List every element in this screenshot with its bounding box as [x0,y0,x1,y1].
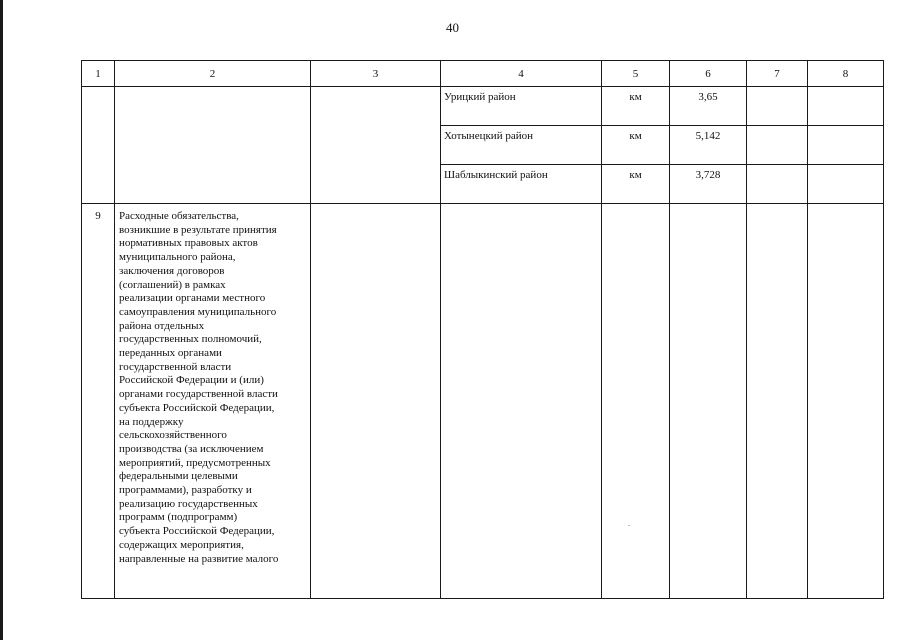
description-line: муниципального района, [119,251,236,264]
value-cell [670,87,747,126]
empty-cell [808,126,884,165]
empty-cell [670,204,747,599]
empty-cell [747,204,808,599]
column-header: 3 [311,61,441,87]
district-cell [441,165,602,204]
description-line: нормативных правовых актов [119,237,258,250]
row-number-cell [82,204,115,599]
district-name: Урицкий район [444,91,516,103]
scan-edge [0,0,3,640]
district-cell [441,126,602,165]
table-header-row [82,61,884,87]
description-line: государственных полномочий, [119,333,262,346]
empty-cell [747,165,808,204]
district-cell [441,87,602,126]
district-name: Хотынецкий район [444,130,533,142]
column-header: 4 [441,61,602,87]
unit-label: км [629,169,642,181]
value-label: 3,65 [698,91,718,103]
description-cell [115,87,311,204]
scan-speck [628,525,630,526]
description-line: Российской Федерации и (или) [119,374,264,387]
row-number: 9 [95,210,101,222]
description-cell [115,204,311,599]
empty-cell [808,204,884,599]
description-line: программами), разработку и [119,484,252,497]
value-label: 5,142 [695,130,721,142]
description-line: субъекта Российской Федерации, [119,525,275,538]
description-line: Расходные обязательства, [119,210,239,222]
description-line: субъекта Российской Федерации, [119,401,275,414]
obligations-table [81,60,884,599]
unit-label: км [629,91,642,103]
table-row [82,204,884,599]
unit-cell [602,87,670,126]
column-header: 7 [747,61,808,87]
page-number: 40 [446,20,459,35]
empty-cell [311,87,441,204]
empty-cell [747,87,808,126]
description-line: содержащих мероприятия, [119,538,244,551]
unit-label: км [629,130,642,142]
description-line: федеральными целевыми [119,470,238,483]
description-line: реализации органами местного [119,292,266,305]
description-line: государственной власти [119,360,232,373]
empty-cell [808,87,884,126]
column-header: 6 [670,61,747,87]
column-header: 8 [808,61,884,87]
description-line: органами государственной власти [119,388,278,401]
empty-cell [808,165,884,204]
unit-cell [602,165,670,204]
description-line: производства (за исключением [119,442,264,455]
description-line: заключения договоров [119,264,225,277]
obligation-description [115,204,310,566]
description-line: направленные на развитие малого [119,552,279,565]
empty-cell [602,204,670,599]
empty-cell [311,204,441,599]
description-line: мероприятий, предусмотренных [119,456,271,469]
empty-cell [747,126,808,165]
description-line: района отдельных [119,319,205,332]
value-cell [670,165,747,204]
unit-cell [602,126,670,165]
column-header: 1 [82,61,115,87]
row-number-cell [82,87,115,204]
district-name: Шаблыкинский район [444,169,548,181]
description-line: переданных органами [119,347,222,360]
description-line: реализацию государственных [119,497,258,510]
value-cell [670,126,747,165]
table-row [82,87,884,126]
empty-cell [441,204,602,599]
description-line: самоуправления муниципального [119,305,277,318]
column-header: 5 [602,61,670,87]
description-line: программ (подпрограмм) [119,511,238,524]
description-line: на поддержку [119,415,184,428]
description-line: возникшие в результате принятия [119,223,277,236]
value-label: 3,728 [695,169,721,181]
column-header: 2 [115,61,311,87]
description-line: сельскохозяйственного [119,429,227,442]
description-line: (соглашений) в рамках [119,278,226,291]
